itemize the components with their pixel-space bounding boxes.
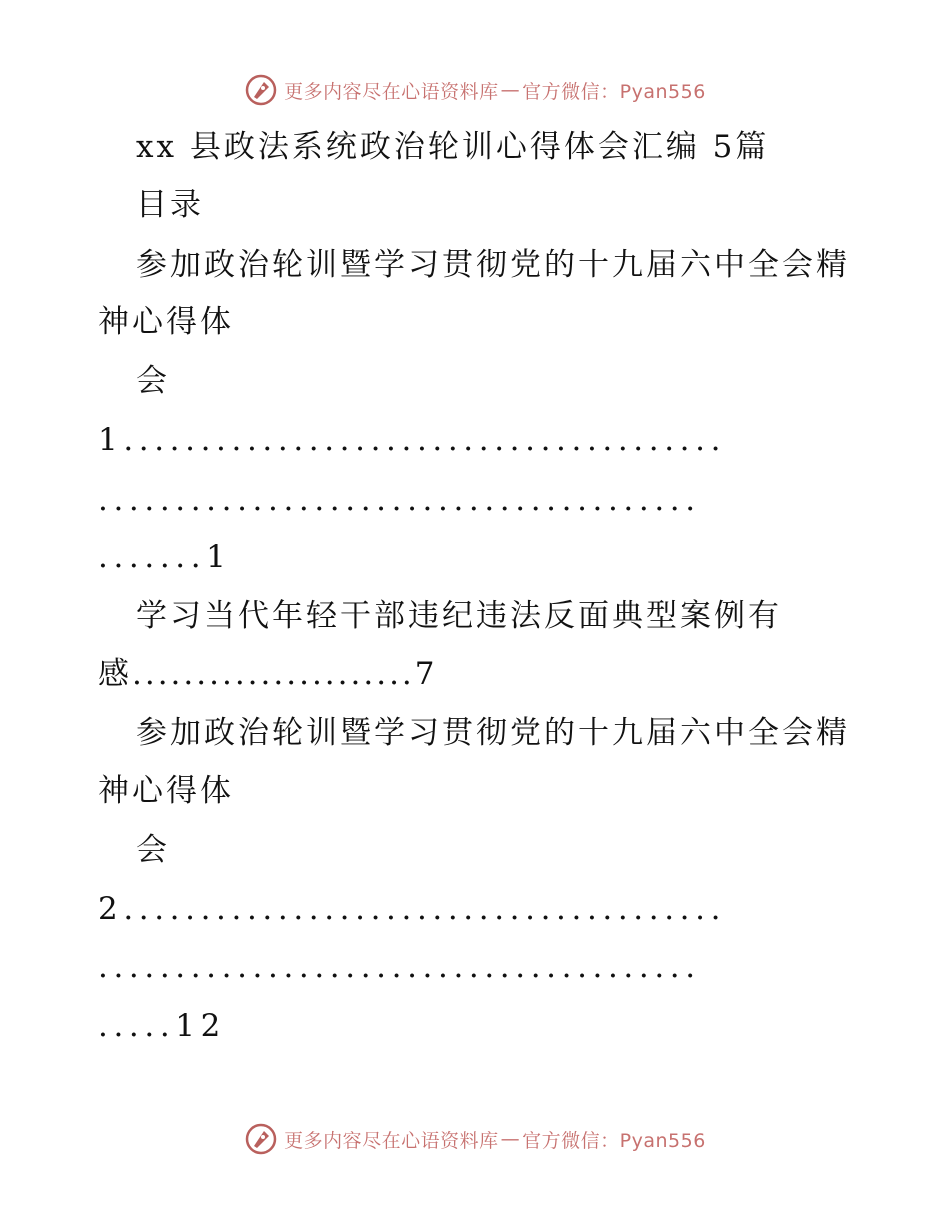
watermark-separator: — — [500, 79, 521, 101]
toc-entry-3-leader-2: ....................................... — [98, 949, 701, 985]
toc-entry-1-line-1: 参加政治轮训暨学习贯彻党的十九届六中全会精 — [136, 247, 850, 283]
watermark-text: 更多内容尽在心语资料库 — [284, 80, 499, 103]
toc-entry-2-line-2: 感......................7 — [98, 656, 438, 692]
watermark-contact: 官方微信：Pyan556 — [522, 1129, 706, 1152]
toc-entry-1-page: .......1 — [98, 539, 232, 575]
toc-entry-1-leader-1: 1....................................... — [98, 422, 727, 458]
toc-entry-1-line-3: 会 — [136, 363, 170, 399]
toc-entry-2-line-1: 学习当代年轻干部违纪违法反面典型案例有 — [136, 598, 782, 634]
watermark-contact: 官方微信：Pyan556 — [522, 80, 706, 103]
toc-entry-3-line-3: 会 — [136, 832, 170, 868]
toc-heading: 目录 — [136, 187, 204, 223]
toc-entry-3-line-1: 参加政治轮训暨学习贯彻党的十九届六中全会精 — [136, 715, 850, 751]
watermark-text: 更多内容尽在心语资料库 — [284, 1129, 499, 1152]
toc-entry-3-line-2: 神心得体 — [98, 773, 234, 809]
toc-entry-1-leader-2: ....................................... — [98, 482, 701, 518]
document-title: xx 县政法系统政治轮训心得体会汇编 5篇 — [136, 129, 770, 165]
toc-entry-3-page: .....12 — [98, 1008, 226, 1044]
pen-nib-circle-icon — [244, 1122, 278, 1156]
header-watermark — [0, 70, 950, 110]
pen-nib-circle-icon — [244, 73, 278, 107]
toc-entry-1-line-2: 神心得体 — [98, 304, 234, 340]
toc-entry-3-leader-1: 2....................................... — [98, 891, 727, 927]
watermark-separator: — — [500, 1128, 521, 1150]
footer-watermark — [0, 1119, 950, 1159]
